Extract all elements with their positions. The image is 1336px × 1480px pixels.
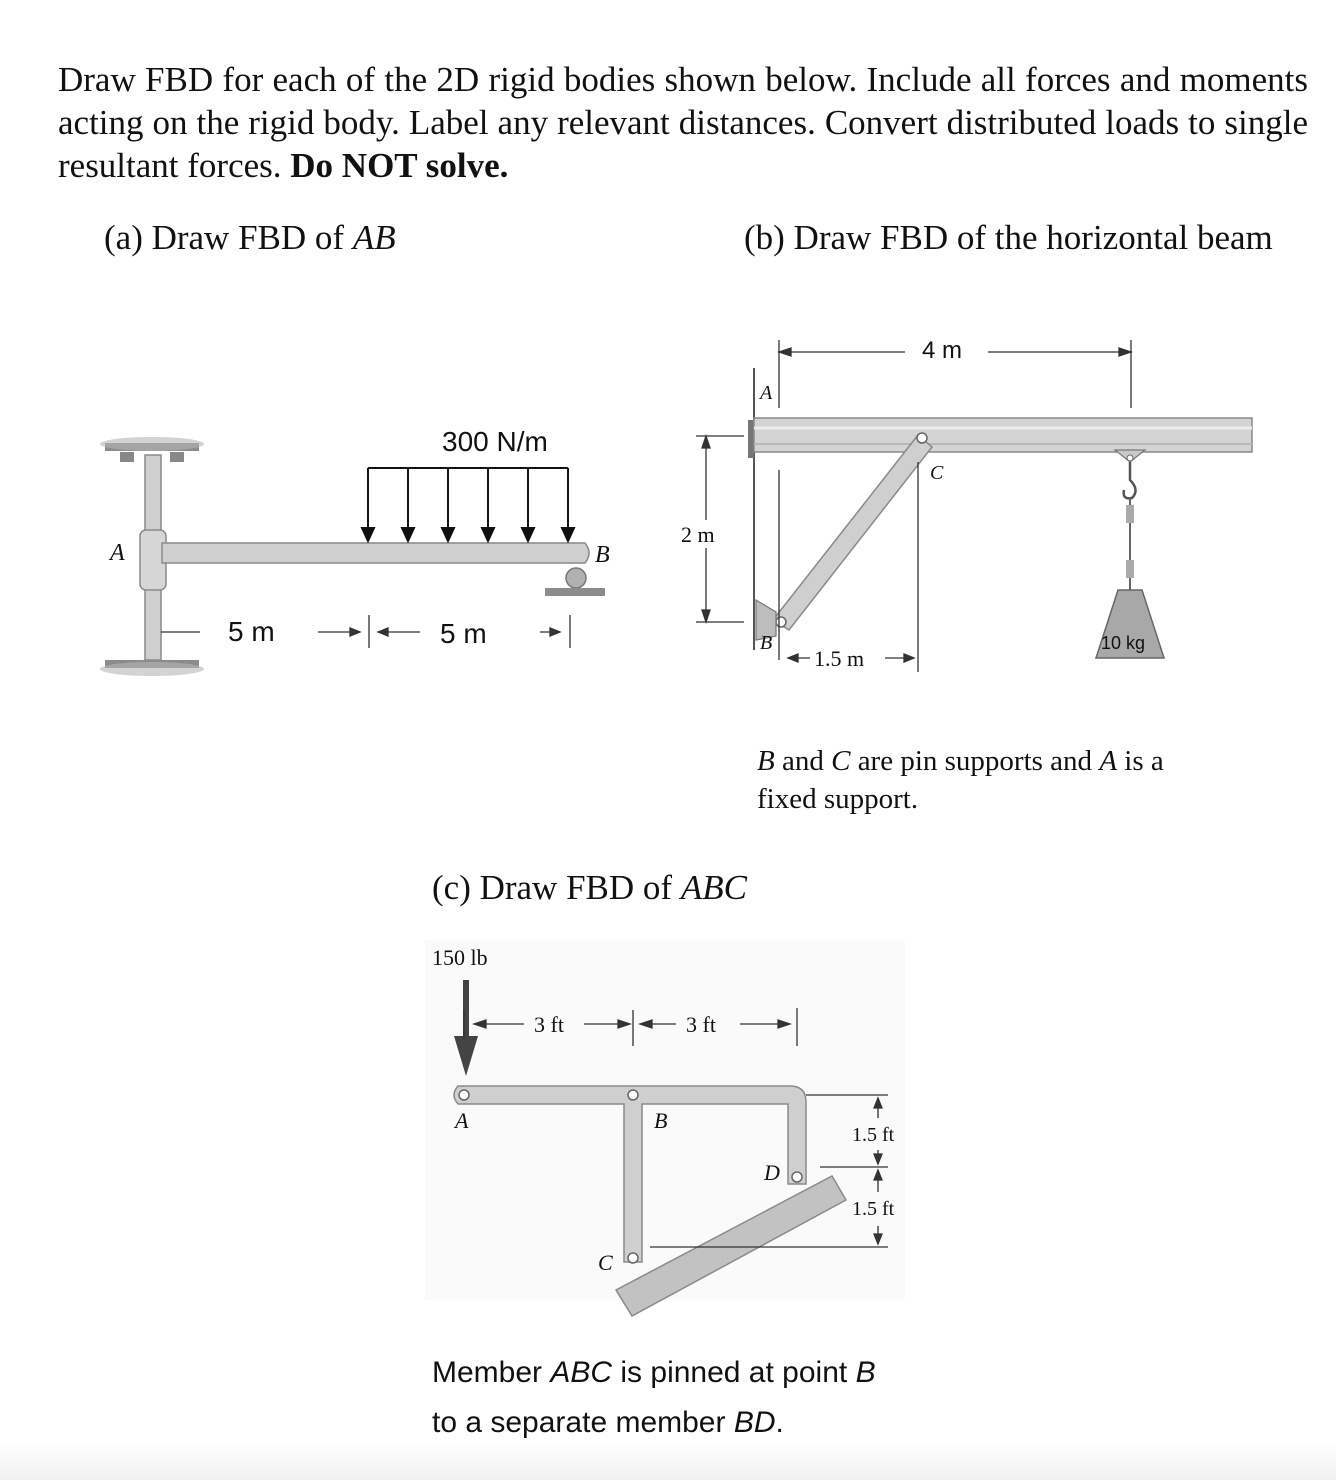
figure-c-note-bd: BD xyxy=(733,1406,776,1439)
figure-c-note-text-4: . xyxy=(775,1406,784,1439)
figure-c-point-b: B xyxy=(654,1108,668,1133)
figure-c-note-abc: ABC xyxy=(550,1356,613,1389)
figure-b-note-text-2: are pin supports and xyxy=(850,745,1100,777)
figure-a-dim-1: 5 m xyxy=(228,616,275,647)
figure-c-point-d: D xyxy=(764,1160,780,1185)
heading-part-c-prefix: (c) Draw FBD of xyxy=(432,868,681,907)
figure-b-point-a: A xyxy=(760,382,773,404)
figure-c-point-a: A xyxy=(455,1108,469,1133)
figure-c-note xyxy=(432,1348,992,1448)
heading-part-a-prefix: (a) Draw FBD of xyxy=(104,218,353,257)
figure-a-point-a: A xyxy=(110,540,125,566)
figure-b-note-a: A xyxy=(1099,745,1118,777)
figure-c-dim-2: 3 ft xyxy=(686,1012,716,1037)
figure-b-dim-offset: 1.5 m xyxy=(814,646,865,671)
figure-c-force-label: 150 lb xyxy=(432,945,488,970)
figure-b-mass-label: 10 kg xyxy=(1101,633,1146,653)
figure-c-note-text-1: Member xyxy=(432,1356,551,1389)
figure-b-point-c: C xyxy=(930,462,944,484)
figure-c-dim-1: 3 ft xyxy=(534,1012,564,1037)
heading-part-c-body: ABC xyxy=(680,868,747,907)
figure-a-dim-2: 5 m xyxy=(440,618,487,649)
heading-part-b: (b) Draw FBD of the horizontal beam xyxy=(744,218,1273,257)
figure-c-dim-3: 1.5 ft xyxy=(852,1124,895,1146)
figure-b-note-b: B xyxy=(757,745,775,777)
instructions-emphasis: Do NOT solve. xyxy=(290,146,509,185)
figure-c-note-text-2: is pinned at point xyxy=(612,1356,856,1389)
figure-c-note-text-3: to a separate member xyxy=(432,1406,734,1439)
figure-c-dim-4: 1.5 ft xyxy=(852,1198,895,1220)
figure-b-dim-height: 2 m xyxy=(681,522,715,547)
figure-c-point-c: C xyxy=(598,1250,613,1275)
figure-a-load-label: 300 N/m xyxy=(442,426,548,457)
heading-part-a-body: AB xyxy=(352,218,396,257)
figure-b-dim-span: 4 m xyxy=(922,337,963,364)
figure-c-note-b: B xyxy=(855,1356,876,1389)
instructions-text: Draw FBD for each of the 2D rigid bodies shown below. Include all forces and moments acting on the rigid body. Label any relevant distances. Convert distributed loads to single resultant forces. xyxy=(58,60,1308,185)
figure-b-note-c: C xyxy=(831,745,851,777)
figure-a-point-b: B xyxy=(595,542,610,568)
figure-b-note-text-3: is a fixed support. xyxy=(757,745,1164,815)
figure-b-note-text-1: and xyxy=(774,745,832,777)
figure-b-point-b: B xyxy=(760,632,773,654)
page-bottom-fade xyxy=(0,1440,1336,1480)
